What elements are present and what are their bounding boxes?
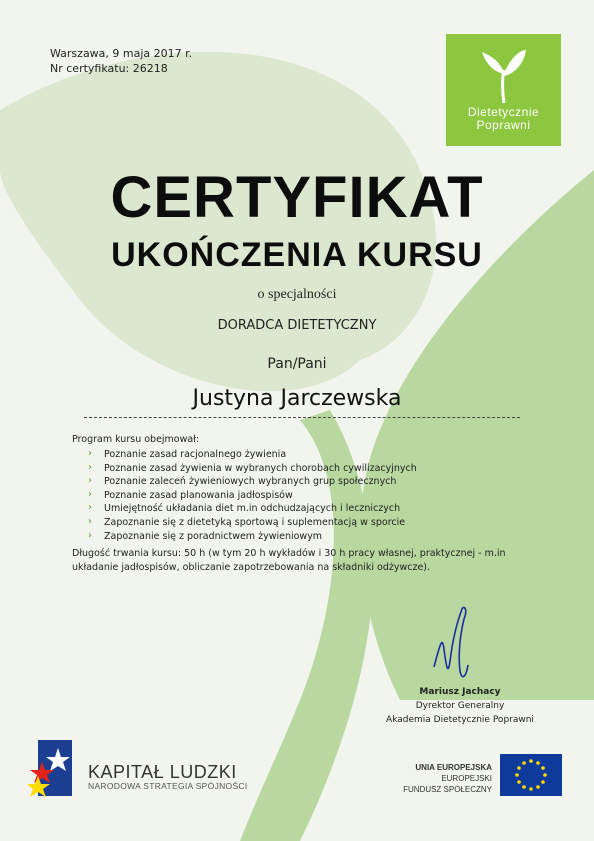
logo-line-1: Dietetycznie <box>467 105 540 119</box>
list-item <box>72 489 417 503</box>
program-item-text: Zapoznanie się z dietetyką sportową i suplementacją w sporcie <box>104 516 406 528</box>
bullet-chevron-icon: › <box>88 502 92 514</box>
sprout-icon <box>480 48 528 104</box>
handwritten-signature <box>430 605 490 685</box>
dietetycznie-poprawni-logo <box>446 34 561 146</box>
eu-flag-icon <box>500 754 562 796</box>
signer-block <box>360 685 560 727</box>
eu-line-1: UNIA EUROPEJSKA <box>415 763 492 772</box>
program-heading: Program kursu obejmował: <box>72 434 200 445</box>
course-duration: Długość trwania kursu: 50 h (w tym 20 h wykładów i 30 h pracy własnej, praktycznej - m.in układanie jadłospisów, obliczanie zapotrzebowania na składniki odżywcze). <box>72 548 506 573</box>
kapital-ludzki-subtitle: NARODOWA STRATEGIA SPÓJNOŚCI <box>88 781 248 791</box>
program-section <box>72 433 417 543</box>
certificate-title: CERTYFIKAT <box>110 165 484 230</box>
kapital-ludzki-star-icon <box>28 740 78 800</box>
eu-stars <box>500 754 562 796</box>
bullet-chevron-icon: › <box>88 461 92 473</box>
certificate-number: Nr certyfikatu: 26218 <box>50 62 168 75</box>
signer-role: Dyrektor Generalny <box>415 701 505 711</box>
logo-text <box>446 106 561 132</box>
bullet-chevron-icon: › <box>88 475 92 487</box>
recipient-name: Justyna Jarczewska <box>192 386 402 411</box>
salutation: Pan/Pani <box>267 356 327 372</box>
bullet-chevron-icon: › <box>88 529 92 541</box>
program-item-text: Poznanie zaleceń żywieniowych wybranych grup społecznych <box>104 476 397 488</box>
bullet-chevron-icon: › <box>88 515 92 527</box>
program-item-text: Umiejętność układania diet m.in odchudzających i leczniczych <box>104 503 401 515</box>
logo-line-2: Poprawni <box>476 118 531 132</box>
eu-line-3: FUNDUSZ SPOŁECZNY <box>403 785 492 794</box>
signer-organization: Akademia Dietetycznie Poprawni <box>386 715 534 725</box>
specialty-intro: o specjalności <box>257 287 337 302</box>
signer-name: Mariusz Jachacy <box>419 687 501 697</box>
specialty-name: DORADCA DIETETYCZNY <box>217 318 377 333</box>
program-item-text: Poznanie zasad żywienia w wybranych chorobach cywilizacyjnych <box>104 462 417 474</box>
eu-fund-text <box>380 762 492 795</box>
name-underline <box>84 417 520 418</box>
program-item-text: Poznanie zasad racjonalnego żywienia <box>104 449 287 460</box>
list-item <box>72 448 417 462</box>
certificate-meta <box>50 46 192 76</box>
list-item <box>72 462 417 476</box>
list-item <box>72 516 417 530</box>
program-list <box>72 448 417 543</box>
bullet-chevron-icon: › <box>88 488 92 500</box>
list-item <box>72 475 417 489</box>
program-item-text: Zapoznanie się z poradnictwem żywieniowym <box>104 530 323 542</box>
bullet-chevron-icon: › <box>88 448 92 459</box>
eu-line-2: EUROPEJSKI <box>441 774 492 783</box>
certificate-subtitle: UKOŃCZENIA KURSU <box>111 236 483 274</box>
program-item-text: Poznanie zasad planowania jadłospisów <box>104 489 293 501</box>
list-item <box>72 530 417 544</box>
kapital-ludzki-title: KAPITAŁ LUDZKI <box>88 762 237 782</box>
list-item <box>72 502 417 516</box>
issue-date: Warszawa, 9 maja 2017 r. <box>50 47 193 60</box>
